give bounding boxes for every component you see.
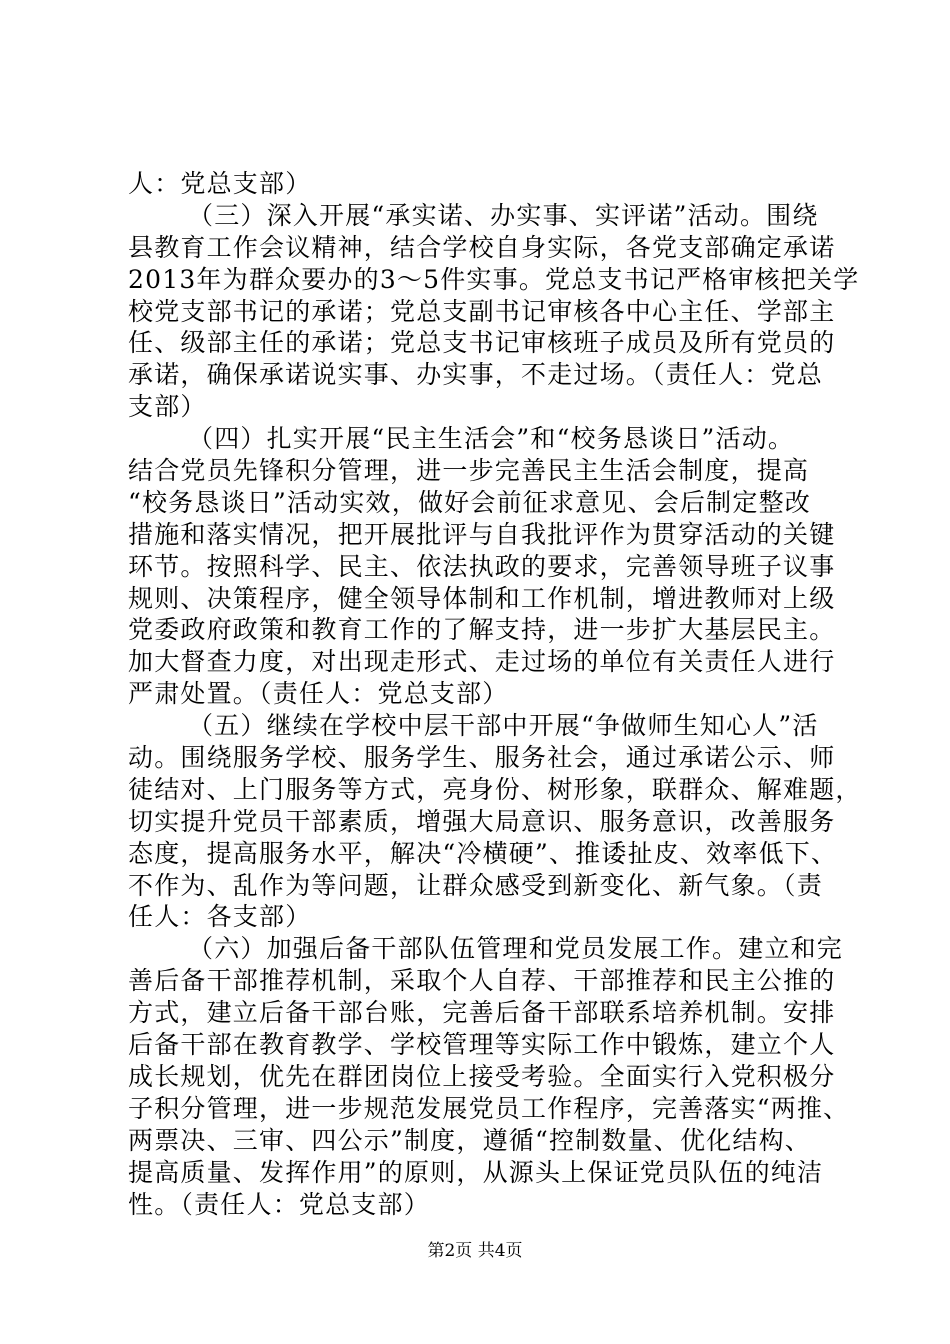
text-line: 措施和落实情况，把开展批评与自我批评作为贯穿活动的关键: [128, 519, 836, 549]
text-line: 校党支部书记的承诺；党总支副书记审核各中心主任、学部主: [128, 296, 836, 326]
text-line: “校务恳谈日”活动实效，做好会前征求意见、会后制定整改: [128, 487, 811, 517]
text-line: 严肃处置。（责任人：党总支部）: [128, 679, 509, 709]
text-line: 人：党总支部）: [128, 169, 312, 198]
text-line: 党委政府政策和教育工作的了解支持，进一步扩大基层民主。: [128, 615, 836, 645]
text-line: 环节。按照科学、民主、依法执政的要求，完善领导班子议事: [128, 551, 836, 581]
text-line: 任、级部主任的承诺；党总支书记审核班子成员及所有党员的: [128, 328, 836, 358]
text-line: 性。（责任人：党总支部）: [128, 1189, 430, 1219]
text-line: 规则、决策程序，健全领导体制和工作机制，增进教师对上级: [128, 583, 836, 613]
text-line: 承诺，确保承诺说实事、办实事，不走过场。（责任人：党总: [128, 360, 823, 390]
text-line: 动。围绕服务学校、服务学生、服务社会，通过承诺公示、师: [128, 743, 836, 773]
text-line: 不作为、乱作为等问题，让群众感受到新变化、新气象。（责: [128, 870, 823, 900]
text-line: 成长规划，优先在群团岗位上接受考验。全面实行入党积极分: [128, 1061, 836, 1091]
text-line: 支部）: [128, 392, 207, 422]
page-number-footer: 第2页 共4页: [427, 1241, 523, 1261]
paragraph-start-line: （三）深入开展“承实诺、办实事、实评诺”活动。围绕: [188, 200, 819, 230]
text-line: 两票决、三审、四公示”制度，遵循“控制数量、优化结构、: [128, 1125, 811, 1155]
document-body: [128, 168, 862, 1220]
text-line: 提高质量、发挥作用”的原则，从源头上保证党员队伍的纯洁: [128, 1157, 824, 1187]
text-line: 结合党员先锋积分管理，进一步完善民主生活会制度，提高: [128, 456, 810, 486]
paragraph-start-line: （四）扎实开展“民主生活会”和“校务恳谈日”活动。: [188, 424, 795, 454]
text-line: 方式，建立后备干部台账，完善后备干部联系培养机制。安排: [128, 998, 836, 1028]
text-line: 态度，提高服务水平，解决“冷横硬”、推诿扯皮、效率低下、: [128, 838, 838, 868]
paragraph-start-line: （五）继续在学校中层干部中开展“争做师生知心人”活: [188, 711, 819, 741]
text-line: 后备干部在教育教学、学校管理等实际工作中锻炼，建立个人: [128, 1030, 836, 1060]
text-line: 切实提升党员干部素质，增强大局意识、服务意识，改善服务: [128, 806, 836, 836]
text-line: 2013年为群众要办的3～5件实事。党总支书记严格审核把关学: [128, 264, 860, 294]
text-line: 县教育工作会议精神，结合学校自身实际，各党支部确定承诺: [128, 232, 836, 262]
text-line: 善后备干部推荐机制，采取个人自荐、干部推荐和民主公推的: [128, 966, 836, 996]
text-line: 加大督查力度，对出现走形式、走过场的单位有关责任人进行: [128, 647, 836, 677]
paragraph-start-line: （六）加强后备干部队伍管理和党员发展工作。建立和完: [188, 934, 844, 964]
text-line: 徒结对、上门服务等方式，亮身份、树形象，联群众、解难题，: [128, 774, 862, 804]
text-line: 子积分管理，进一步规范发展党员工作程序，完善落实“两推、: [128, 1093, 850, 1123]
text-line: 任人：各支部）: [128, 902, 312, 932]
